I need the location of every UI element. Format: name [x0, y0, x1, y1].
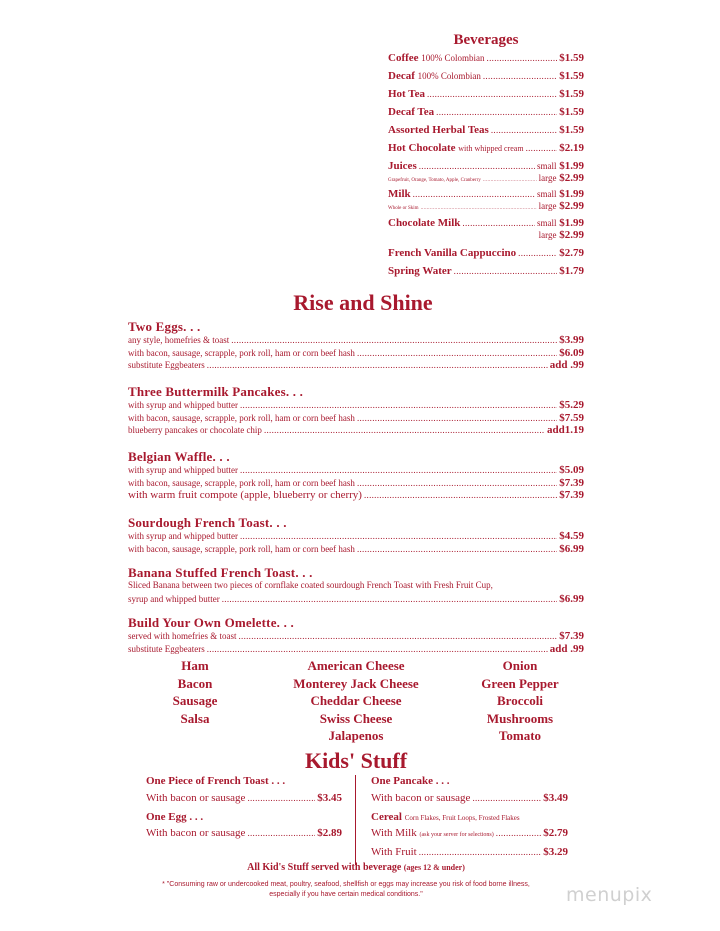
section-title: Two Eggs. . .: [128, 319, 201, 334]
section-desc: Sliced Banana between two pieces of cornflake coated sourdough French Toast with Fresh Fruit Cup,: [128, 580, 493, 590]
rise-title: Rise and Shine: [293, 290, 433, 315]
filling-item: Swiss Cheese: [319, 710, 393, 726]
filling-item: Green Pepper: [481, 675, 559, 691]
filling-item: Cheddar Cheese: [310, 693, 402, 708]
beverage-item: [388, 52, 584, 70]
kids-item-title: One Pancake . . .: [371, 775, 450, 787]
disclaimer-line: especially if you have certain medical conditions.": [269, 891, 423, 898]
filling-item: Ham: [181, 658, 209, 673]
beverage-name: Hot Chocolate: [388, 142, 456, 154]
menu-section: Banana Stuffed French Toast. . . Sliced Banana between two pieces of cornflake coated sourdough French Toast with Fresh Fruit Cup, syrup and whipped butter ..... $6.99: [128, 565, 584, 615]
beverage-sized-item: Milk ..... small $1.99 Whole or Skim ..... large $2.99: [388, 188, 584, 217]
beverages-list: [388, 52, 584, 283]
beverage-note: 100% Colombian: [417, 71, 481, 81]
menu-section: Belgian Waffle. . . with syrup and whipped butter ..... $5.09 with bacon, sausage, scrapple, pork roll, ham or corn beef hash ..... $7.39 with warm fruit compote (apple, blueberry or cherry) ..... $7.39: [128, 449, 584, 515]
menu-section: Three Buttermilk Pancakes. . . with syrup and whipped butter ..... $5.29 with bacon, sausage, scrapple, pork roll, ham or corn beef hash ..... $7.59 blueberry pancakes or chocolate chip ..... add1.19: [128, 384, 584, 449]
beverage-price: $1.59: [559, 70, 584, 82]
beverage-price: $1.79: [559, 265, 584, 277]
beverage-name: Hot Tea: [388, 88, 425, 100]
beverage-name: Chocolate Milk: [388, 217, 461, 229]
beverage-name: Spring Water: [388, 265, 452, 277]
menu-section: Sourdough French Toast. . . with syrup and whipped butter ..... $4.59 with bacon, sausage, scrapple, pork roll, ham or corn beef hash ..... $6.99: [128, 515, 584, 565]
filling-item: Monterey Jack Cheese: [293, 675, 419, 691]
beverage-item: [388, 124, 584, 142]
beverage-note: 100% Colombian: [421, 53, 485, 63]
beverage-item: [388, 247, 584, 265]
filling-item: Onion: [502, 658, 538, 673]
beverage-note: with whipped cream: [458, 144, 524, 153]
beverage-price: $1.59: [559, 52, 584, 64]
beverage-price: $1.59: [559, 124, 584, 136]
beverage-sub: Grapefruit, Orange, Tomato, Apple, Cranberry: [388, 178, 481, 183]
section-title: Banana Stuffed French Toast. . .: [128, 565, 313, 580]
section-title: Build Your Own Omelette. . .: [128, 615, 294, 630]
beverage-name: French Vanilla Cappuccino: [388, 247, 517, 259]
filling-item: Broccoli: [497, 693, 543, 708]
filling-item: Mushrooms: [486, 710, 554, 726]
watermark-logo: menupix: [566, 884, 653, 906]
kids-title: Kids' Stuff: [304, 748, 408, 773]
beverage-sized-item: Chocolate Milk ..... small $1.99 large $2.99: [388, 217, 584, 247]
beverage-price: $2.19: [559, 142, 584, 154]
beverage-item: [388, 70, 584, 88]
fillings-col-1: [150, 657, 240, 727]
kids-item-title: One Piece of French Toast . . .: [146, 775, 286, 787]
kids-item-title: Cereal: [371, 811, 402, 823]
beverage-item: [388, 265, 584, 283]
beverage-price: $2.79: [559, 247, 584, 259]
filling-item: Jalapenos: [328, 728, 384, 743]
beverage-name: Decaf Tea: [388, 106, 435, 118]
beverage-item: [388, 142, 584, 160]
beverage-name: Assorted Herbal Teas: [388, 124, 489, 136]
kids-item-title: One Egg . . .: [146, 811, 204, 823]
beverage-item: [388, 88, 584, 106]
beverage-price: $1.59: [559, 88, 584, 100]
kids-divider: [355, 775, 356, 865]
beverage-name: Coffee: [388, 52, 419, 64]
filling-item: Bacon: [177, 675, 213, 691]
section-title: Belgian Waffle. . .: [128, 449, 230, 464]
section-title: Three Buttermilk Pancakes. . .: [128, 384, 304, 399]
kids-right: One Pancake . . . With bacon or sausage ..... $3.49 Cereal Corn Flakes, Fruit Loops, Frosted Flakes With Milk (ask your server for selections) ..... $2.79 With Fruit ..... $3.29: [371, 773, 568, 863]
kids-left: One Piece of French Toast . . . With bacon or sausage ..... $3.45 One Egg . . . With bacon or sausage ..... $2.89: [146, 773, 342, 844]
rise-sections: [128, 319, 584, 655]
fillings-col-2: [270, 657, 442, 745]
menu-section: Build Your Own Omelette. . . served with homefries & toast ..... $7.39 substitute Eggbeaters ..... add .99: [128, 615, 584, 655]
filling-item: American Cheese: [307, 658, 405, 673]
beverages-title: Beverages: [453, 32, 519, 48]
beverage-price: $1.59: [559, 106, 584, 118]
beverage-item: [388, 106, 584, 124]
menu-section: Two Eggs. . . any style, homefries & toast ..... $3.99 with bacon, sausage, scrapple, pork roll, ham or corn beef hash ..... $6.09 substitute Eggbeaters ..... add .99: [128, 319, 584, 384]
section-title: Sourdough French Toast. . .: [128, 515, 287, 530]
beverage-name: Juices: [388, 160, 417, 172]
filling-item: Sausage: [172, 693, 218, 708]
fillings-col-3: [465, 657, 575, 745]
beverage-sub: Whole or Skim: [388, 206, 419, 211]
disclaimer-line: * "Consuming raw or undercooked meat, poultry, seafood, shellfish or eggs may increase you risk of food borne illness,: [162, 881, 530, 888]
filling-item: Salsa: [180, 710, 210, 726]
beverage-name: Decaf: [388, 70, 415, 82]
kids-footer: All Kid's Stuff served with beverage (ages 12 & under): [247, 862, 465, 873]
beverage-sized-item: Juices ..... small $1.99 Grapefruit, Orange, Tomato, Apple, Cranberry ..... large $2.99: [388, 160, 584, 188]
filling-item: Tomato: [498, 728, 542, 743]
beverage-name: Milk: [388, 188, 411, 200]
